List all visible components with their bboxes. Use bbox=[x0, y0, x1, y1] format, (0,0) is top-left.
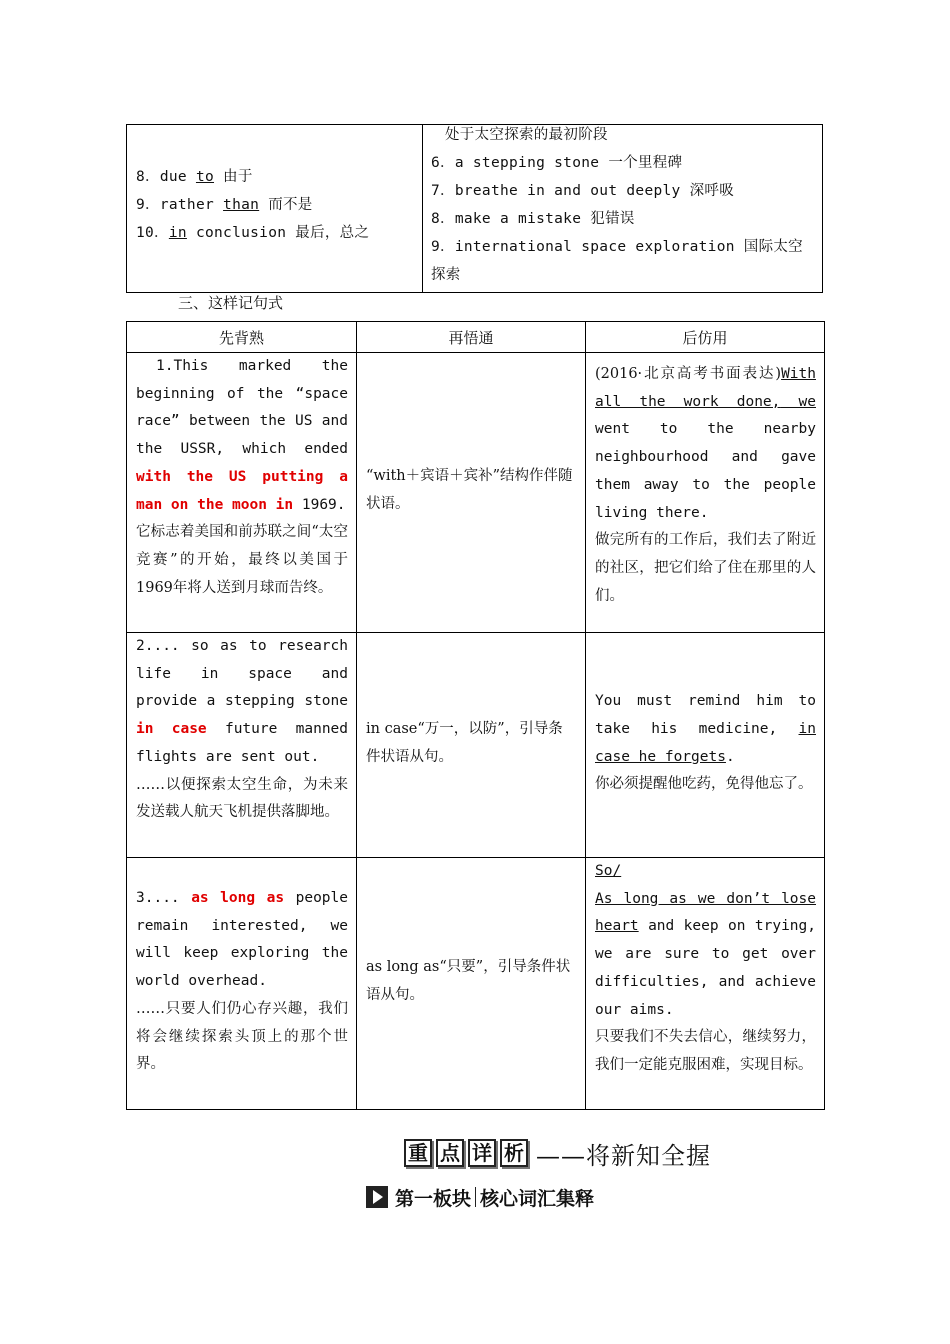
explanation-cell bbox=[357, 633, 586, 858]
practice-cell bbox=[586, 353, 825, 633]
table-row bbox=[127, 858, 825, 1110]
explanation-cell bbox=[357, 353, 586, 633]
practice-answer: So/ bbox=[595, 863, 622, 879]
vocab-right-column bbox=[423, 125, 822, 292]
example-translation: ……以便探索太空生命，为未来发送载人航天飞机提供落脚地。 bbox=[136, 776, 348, 821]
explanation-text: in case“万一，以防”，引导条件状语从句。 bbox=[366, 720, 563, 765]
section-banner bbox=[404, 1136, 711, 1170]
practice-cell bbox=[586, 633, 825, 858]
divider bbox=[475, 1187, 476, 1207]
practice-text: You must remind him to take his medicine, bbox=[595, 693, 816, 737]
banner-boxed-char: 重 bbox=[404, 1139, 432, 1167]
vocab-text: 10． bbox=[136, 225, 169, 241]
vocab-blank-answer: than bbox=[223, 197, 260, 213]
example-text: 1.This marked the beginning of the “space race” between the US and the USSR, which ended bbox=[136, 358, 348, 458]
vocab-meaning: 而不是 bbox=[259, 197, 313, 213]
key-phrase: as long as bbox=[191, 890, 285, 907]
section-title: 三、这样记句式 bbox=[178, 294, 284, 312]
example-text: 3.... bbox=[136, 890, 192, 907]
example-text: 1969. bbox=[293, 496, 346, 513]
banner-boxed-char: 析 bbox=[500, 1139, 528, 1167]
practice-answer: As long as we don’t lose heart bbox=[595, 890, 816, 935]
practice-answer: in case he forgets bbox=[595, 720, 816, 765]
practice-text: and keep on trying, we are sure to get over difficulties, and achieve our aims. bbox=[595, 918, 816, 1018]
example-text: people remain interested, we will keep exploring the world overhead. bbox=[136, 890, 348, 990]
header-imitate: 后仿用 bbox=[586, 322, 825, 353]
vocab-meaning: conclusion 最后，总之 bbox=[186, 225, 370, 241]
vocab-item bbox=[136, 193, 313, 214]
vocab-text: 8．due bbox=[136, 169, 196, 185]
vocab-blank-answer: to bbox=[195, 169, 215, 185]
example-text: future manned flights are sent out. bbox=[136, 721, 349, 765]
table-row bbox=[127, 353, 825, 633]
vocab-item: 探索 bbox=[431, 267, 461, 283]
vocab-item: 9．international space exploration 国际太空 bbox=[431, 239, 803, 255]
example-sentence-cell bbox=[127, 858, 357, 1110]
vocab-item: 8．make a mistake 犯错误 bbox=[431, 211, 635, 227]
explanation-cell bbox=[357, 858, 586, 1110]
header-understand: 再悟通 bbox=[357, 322, 586, 353]
header-memorize: 先背熟 bbox=[127, 322, 357, 353]
example-sentence-cell bbox=[127, 633, 357, 858]
practice-translation: 做完所有的工作后，我们去了附近的社区，把它们给了住在那里的人们。 bbox=[595, 532, 816, 604]
banner-subtitle: ——将新知全握 bbox=[536, 1141, 711, 1170]
vocab-item: 处于太空探索的最初阶段 bbox=[445, 127, 608, 143]
table-row bbox=[127, 633, 825, 858]
practice-translation: 只要我们不失去信心，继续努力，我们一定能克服困难，实现目标。 bbox=[595, 1029, 816, 1073]
practice-text: . bbox=[725, 748, 735, 765]
example-translation: ……只要人们仍心存兴趣，我们将会继续探索头顶上的那个世界。 bbox=[136, 1000, 348, 1073]
practice-answer: With all the work done, bbox=[595, 366, 816, 410]
example-sentence-cell bbox=[127, 353, 357, 633]
vocab-item bbox=[136, 221, 369, 242]
vocab-blank-answer: in bbox=[168, 225, 187, 241]
vocab-meaning: 由于 bbox=[214, 169, 253, 185]
vocab-table bbox=[126, 124, 823, 293]
practice-translation: 你必须提醒他吃药，免得他忘了。 bbox=[595, 776, 813, 793]
practice-answer: we bbox=[780, 393, 816, 410]
key-phrase: in case bbox=[136, 721, 207, 738]
vocab-item bbox=[136, 165, 253, 186]
vocab-left-column bbox=[127, 125, 423, 292]
sub-section-heading bbox=[366, 1183, 594, 1211]
vocab-item: 6．a stepping stone 一个里程碑 bbox=[431, 155, 683, 171]
example-text: 2.... so as to research life in space and provide a stepping stone bbox=[136, 638, 348, 710]
sub-heading-title: 核心词汇集释 bbox=[480, 1187, 595, 1210]
explanation-text: as long as“只要”，引导条件状语从句。 bbox=[366, 959, 571, 1003]
banner-boxed-char: 详 bbox=[468, 1139, 496, 1167]
play-icon bbox=[366, 1186, 388, 1208]
example-translation: 它标志着美国和前苏联之间“太空竞赛”的开始，最终以美国于1969年将人送到月球而告终。 bbox=[136, 524, 348, 596]
sentence-pattern-table bbox=[126, 321, 825, 1110]
key-phrase: with the US putting a man on the moon in bbox=[136, 468, 348, 513]
practice-source: (2016·北京高考书面表达) bbox=[595, 366, 782, 382]
banner-boxed-char: 点 bbox=[436, 1139, 464, 1167]
vocab-text: 9．rather bbox=[136, 197, 224, 213]
vocab-item: 7．breathe in and out deeply 深呼吸 bbox=[431, 183, 735, 199]
explanation-text: “with＋宾语＋宾补”结构作伴随状语。 bbox=[366, 468, 573, 512]
table-header-row bbox=[127, 322, 825, 353]
sub-heading-part: 第一板块 bbox=[395, 1187, 472, 1210]
practice-cell bbox=[586, 858, 825, 1110]
practice-text: went to the nearby neighbourhood and gave them away to the people living there. bbox=[595, 421, 816, 521]
